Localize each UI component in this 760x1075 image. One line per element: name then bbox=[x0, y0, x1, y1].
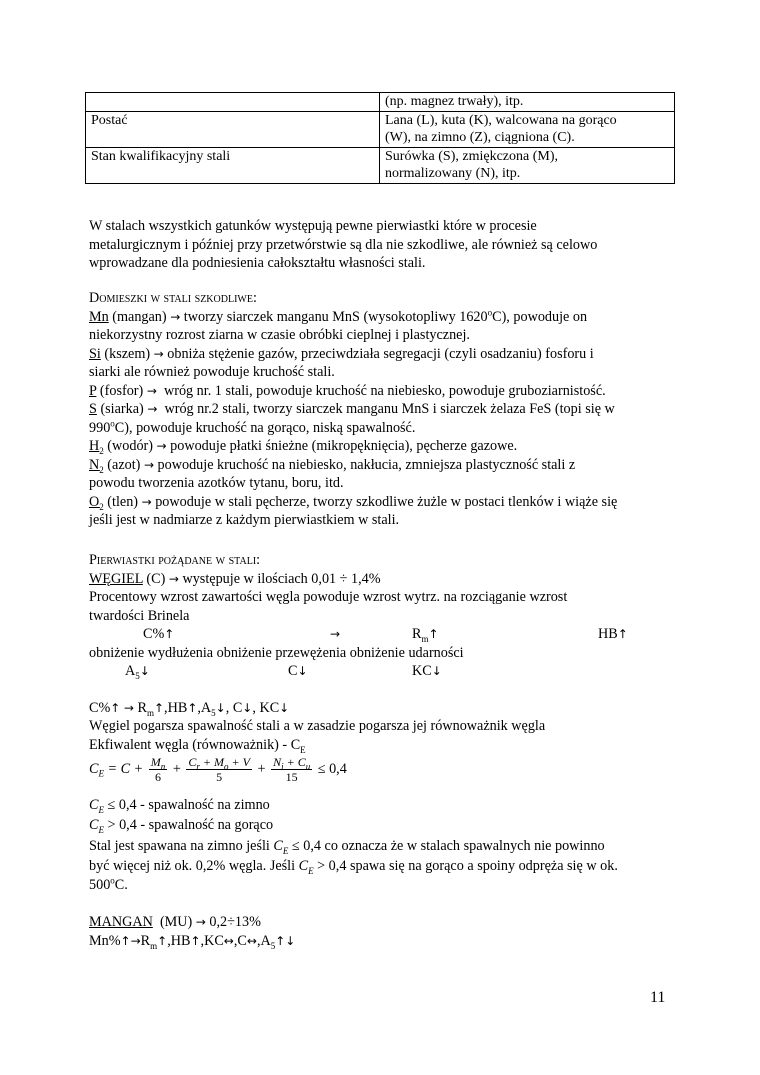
up-arrow-icon: ↑ bbox=[190, 934, 201, 948]
item-text: 990 bbox=[89, 419, 111, 436]
element-symbol: (C) bbox=[146, 570, 166, 587]
fraction-denominator: 5 bbox=[216, 770, 223, 784]
summary-text: R bbox=[137, 700, 147, 716]
text-line: spawa się na gorąco a spoiny odpręża się w ok. bbox=[349, 858, 618, 874]
hb-label: HB bbox=[598, 626, 618, 642]
item-text: wróg nr. 1 stali, powoduje kruchość na niebiesko, powoduje gruboziarnistość. bbox=[163, 382, 606, 399]
harmful-item-o2 bbox=[89, 493, 679, 512]
formula-symbol: C bbox=[89, 797, 99, 813]
element-name: (mangan) bbox=[112, 308, 167, 325]
a5-decrease bbox=[125, 662, 150, 680]
fraction-numerator: + C bbox=[286, 755, 306, 769]
up-arrow-icon: ↑ bbox=[110, 701, 121, 715]
element-subscript: 2 bbox=[99, 501, 104, 512]
up-arrow-icon: ↑ bbox=[157, 934, 168, 948]
summary-text: , KC bbox=[252, 700, 280, 716]
down-arrow-icon: ↓ bbox=[139, 664, 150, 678]
formula-subscript: E bbox=[98, 804, 104, 815]
harmful-item-n2 bbox=[89, 456, 679, 475]
down-arrow-icon: ↓ bbox=[279, 701, 290, 715]
rm-subscript: m bbox=[421, 633, 429, 644]
element-subscript: 2 bbox=[99, 464, 104, 475]
weld-paragraph-line3 bbox=[89, 876, 128, 894]
carbon-increase bbox=[143, 625, 174, 643]
formula-text: ≤ 0,4 bbox=[291, 838, 321, 854]
text-line: Węgiel pogarsza spawalność stali a w zasadzie pogarsza jej równoważnik węgla bbox=[89, 718, 546, 734]
ce-subscript: E bbox=[300, 744, 306, 755]
element-symbol bbox=[89, 494, 104, 510]
up-arrow-icon: ↑ bbox=[164, 627, 175, 641]
formula-text: > 0,4 bbox=[317, 858, 347, 874]
item-text: powoduje kruchość na niebiesko, nakłucia, zmniejsza plastyczność stali z bbox=[157, 456, 576, 473]
fraction-subscript: n bbox=[160, 761, 166, 772]
table-row bbox=[86, 111, 675, 147]
summary-text: C% bbox=[89, 700, 111, 716]
right-arrow-icon: → bbox=[195, 915, 206, 929]
formula-symbol bbox=[299, 858, 314, 874]
item-text: 0,2÷13% bbox=[209, 914, 261, 930]
item-text: siarki ale również powoduje kruchość stali. bbox=[89, 364, 335, 380]
right-arrow-icon: → bbox=[153, 346, 164, 361]
element-symbol: S bbox=[89, 401, 97, 417]
table-row bbox=[86, 93, 675, 112]
up-arrow-icon: ↑ bbox=[120, 934, 131, 948]
formula-text: > 0,4 bbox=[107, 817, 137, 833]
right-arrow-icon: → bbox=[168, 571, 179, 586]
text-line: C. bbox=[114, 877, 128, 893]
up-arrow-icon: ↑ bbox=[428, 627, 439, 641]
effects-subscript: m bbox=[150, 940, 158, 951]
hb-increase bbox=[598, 625, 628, 643]
table-cell-text: (W), na zimno (Z), ciągniona (C). bbox=[385, 130, 575, 145]
table-cell bbox=[86, 93, 380, 112]
desired-section bbox=[89, 551, 679, 625]
fraction-numerator: + M bbox=[202, 755, 225, 769]
a5-label: A bbox=[125, 663, 136, 679]
fraction-numerator: N bbox=[273, 755, 282, 769]
section-heading: Domieszki w stali szkodliwe: bbox=[89, 290, 257, 306]
fraction-denominator: 15 bbox=[285, 770, 298, 784]
element-letter: H bbox=[89, 438, 100, 454]
formula-subscript: E bbox=[98, 768, 104, 779]
fraction-denominator: 6 bbox=[155, 770, 162, 784]
condition-hot bbox=[89, 816, 273, 834]
manganese-line bbox=[89, 913, 261, 931]
section-heading: Pierwiastki pożądane w stali: bbox=[89, 552, 261, 568]
text-line bbox=[89, 736, 306, 754]
plus-sign: + bbox=[257, 760, 266, 777]
table-cell-text: normalizowany (N), itp. bbox=[385, 166, 521, 181]
summary-text: ,A bbox=[197, 700, 212, 716]
item-text: obniża stężenie gazów, przeciwdziała segregacji (czyli osadzaniu) fosforu i bbox=[167, 345, 594, 362]
formula-symbol: C bbox=[89, 760, 99, 777]
element-letter: N bbox=[89, 456, 100, 473]
harmful-item-h2 bbox=[89, 437, 679, 456]
fraction-numerator: + V bbox=[231, 755, 250, 769]
manganese-effects bbox=[89, 932, 295, 950]
formula-symbol: C bbox=[273, 838, 283, 854]
formula-fraction bbox=[271, 755, 312, 784]
c-decrease bbox=[288, 662, 308, 680]
element-name: (wodór) bbox=[107, 438, 153, 454]
right-arrow-icon: → bbox=[147, 402, 158, 416]
element-name: WĘGIEL bbox=[89, 570, 143, 587]
formula-text: ≤ 0,4 bbox=[107, 797, 137, 813]
formula-fraction bbox=[186, 755, 252, 784]
text-line: W stalach wszystkich gatunków występują pewne pierwiastki które w procesie bbox=[89, 218, 537, 234]
table-cell: Stan kwalifikacyjny stali bbox=[86, 147, 380, 183]
condition-text: - spawalność na gorąco bbox=[140, 817, 274, 833]
intro-paragraph bbox=[89, 217, 679, 273]
element-letter: O bbox=[89, 493, 100, 510]
left-right-arrow-icon: ↔ bbox=[246, 934, 257, 948]
up-arrow-icon: ↑ bbox=[275, 934, 286, 948]
element-name: (tlen) bbox=[107, 493, 139, 510]
item-text: C), powoduje on bbox=[492, 308, 588, 325]
up-arrow-icon: ↑ bbox=[187, 701, 198, 715]
text-line-content: Ekfiwalent węgla (równoważnik) - C bbox=[89, 737, 301, 753]
effects-text: ,HB bbox=[167, 933, 191, 949]
right-arrow-icon: → bbox=[146, 383, 157, 398]
rm-increase bbox=[412, 625, 439, 643]
table-row bbox=[86, 147, 675, 183]
down-arrow-icon: ↓ bbox=[297, 664, 308, 678]
rm-label: R bbox=[412, 626, 422, 642]
right-arrow-icon: → bbox=[123, 701, 134, 715]
right-arrow-icon: → bbox=[141, 494, 152, 509]
formula-symbol-letter: C bbox=[298, 858, 309, 874]
degree-mark: o bbox=[110, 875, 115, 886]
down-arrow-icon: ↓ bbox=[285, 934, 296, 948]
degree-mark: o bbox=[110, 417, 115, 428]
down-arrow-icon: ↓ bbox=[215, 701, 226, 715]
element-name: MANGAN bbox=[89, 914, 153, 930]
text-line: obniżenie wydłużenia obniżenie przewężenia obniżenie udarności bbox=[89, 645, 464, 661]
table-cell bbox=[380, 147, 675, 183]
element-name: (kszem) bbox=[104, 345, 151, 362]
c-label: C bbox=[288, 663, 298, 679]
up-arrow-icon: ↑ bbox=[153, 701, 165, 715]
table-cell-text: Lana (L), kuta (K), walcowana na gorąco bbox=[385, 112, 617, 128]
carbon-line bbox=[89, 570, 679, 589]
table-cell bbox=[380, 93, 675, 112]
harmful-item-si bbox=[89, 345, 679, 364]
page-number: 11 bbox=[650, 989, 666, 1006]
left-right-arrow-icon: ↔ bbox=[223, 934, 234, 948]
text-line: być więcej niż ok. 0,2% węgla. Jeśli bbox=[89, 858, 296, 874]
item-text bbox=[89, 419, 679, 438]
condition-cold bbox=[89, 796, 270, 814]
right-arrow-icon: → bbox=[143, 457, 154, 472]
element-name: (fosfor) bbox=[99, 382, 144, 399]
formula-symbol: C bbox=[89, 817, 99, 833]
table-cell: Postać bbox=[86, 111, 380, 147]
carbon-summary bbox=[89, 699, 289, 717]
formula-text: = C + bbox=[107, 760, 144, 777]
item-text: niekorzystny rozrost ziarna w czasie obróbki cieplnej i plastycznej. bbox=[89, 327, 470, 343]
table-cell-text: (np. magnez trwały), itp. bbox=[385, 94, 524, 109]
right-arrow-icon: → bbox=[330, 627, 341, 641]
text-line: metalurgicznym i później przy przetwórstwie są dla nie szkodliwe, ale również są celowo bbox=[89, 236, 598, 253]
a5-subscript: 5 bbox=[135, 670, 140, 681]
carbon-equivalent-formula bbox=[89, 755, 347, 784]
effects-text: ,A bbox=[256, 933, 271, 949]
specification-table bbox=[85, 92, 675, 184]
item-text: powoduje płatki śnieżne (mikropęknięcia), pęcherze gazowe. bbox=[170, 438, 518, 454]
item-text: występuje w ilościach 0,01 ÷ 1,4% bbox=[182, 570, 381, 587]
up-arrow-icon: ↑ bbox=[617, 627, 628, 641]
right-arrow-icon: → bbox=[156, 439, 167, 453]
plus-sign: + bbox=[172, 760, 181, 777]
summary-subscript: m bbox=[146, 707, 154, 718]
formula-fraction bbox=[149, 755, 168, 784]
summary-subscript: 5 bbox=[211, 707, 216, 718]
summary-text: ,HB bbox=[164, 700, 188, 716]
item-text: C), powoduje kruchość na gorąco, niską spawalność. bbox=[114, 419, 416, 436]
item-text: powodu tworzenia azotków tytanu, boru, itd. bbox=[89, 475, 344, 491]
effects-text: R bbox=[140, 933, 151, 949]
carbon-percent-label: C% bbox=[143, 626, 165, 642]
item-text: powoduje w stali pęcherze, tworzy szkodliwe żużle w postaci tlenków i wiąże się bbox=[155, 493, 618, 510]
text-line: 500 bbox=[89, 877, 111, 893]
element-name: (siarka) bbox=[100, 401, 144, 417]
element-symbol bbox=[89, 438, 104, 454]
right-arrow-icon: → bbox=[170, 309, 181, 324]
element-symbol: (MU) bbox=[159, 914, 193, 930]
element-symbol bbox=[89, 457, 104, 473]
element-symbol: Mn bbox=[89, 308, 109, 325]
element-name: (azot) bbox=[107, 456, 141, 473]
effects-text: Mn% bbox=[89, 933, 121, 949]
formula-subscript: E bbox=[98, 824, 104, 835]
element-symbol: P bbox=[89, 382, 97, 399]
text-line: twardości Brinela bbox=[89, 607, 190, 624]
weld-paragraph-line1 bbox=[89, 837, 605, 855]
effects-subscript: 5 bbox=[270, 940, 276, 951]
down-arrow-icon: ↓ bbox=[431, 664, 442, 678]
weld-paragraph-line2 bbox=[89, 857, 618, 875]
text-line: wprowadzane dla podniesienia całokształtu własności stali. bbox=[89, 255, 426, 271]
element-symbol: Si bbox=[89, 345, 101, 362]
down-arrow-icon: ↓ bbox=[242, 701, 253, 715]
harmful-item-s bbox=[89, 400, 679, 419]
formula-subscript: E bbox=[282, 845, 289, 856]
fraction-numerator: M bbox=[150, 755, 161, 769]
fraction-subscript: r bbox=[196, 761, 200, 772]
effects-text: ,KC bbox=[200, 933, 224, 949]
table-cell bbox=[380, 111, 675, 147]
right-arrow-icon: → bbox=[130, 934, 141, 948]
degree-mark: o bbox=[487, 306, 493, 317]
kc-decrease bbox=[412, 662, 442, 680]
effects-text: ,C bbox=[233, 933, 247, 949]
formula-text: ≤ 0,4 bbox=[317, 760, 347, 777]
harmful-item-mn bbox=[89, 308, 679, 327]
item-text: tworzy siarczek manganu MnS (wysokotopliwy 1620 bbox=[183, 308, 488, 325]
fraction-subscript: o bbox=[224, 761, 229, 772]
harmful-section bbox=[89, 289, 679, 530]
fraction-subscript: i bbox=[281, 761, 284, 772]
element-subscript: 2 bbox=[99, 445, 104, 456]
item-text: jeśli jest w nadmiarze z każdym pierwiastkiem w stali. bbox=[89, 512, 400, 528]
kc-label: KC bbox=[412, 663, 432, 679]
fraction-subscript: u bbox=[305, 761, 311, 772]
text-line: Procentowy wzrost zawartości węgla powoduje wzrost wytrz. na rozciąganie wzrost bbox=[89, 589, 568, 605]
table-cell-text: Surówka (S), zmiękczona (M), bbox=[385, 148, 559, 164]
summary-text: , C bbox=[225, 700, 243, 716]
text-line: Stal jest spawana na zimno jeśli bbox=[89, 838, 270, 854]
text-line: co oznacza że w stalach spawalnych nie powinno bbox=[324, 838, 605, 854]
formula-subscript: E bbox=[308, 865, 314, 876]
condition-text: - spawalność na zimno bbox=[140, 797, 270, 813]
fraction-numerator: C bbox=[188, 755, 197, 769]
harmful-item-p bbox=[89, 382, 679, 401]
item-text: wróg nr.2 stali, tworzy siarczek manganu MnS i siarczek żelaza FeS (topi się w bbox=[164, 401, 615, 417]
